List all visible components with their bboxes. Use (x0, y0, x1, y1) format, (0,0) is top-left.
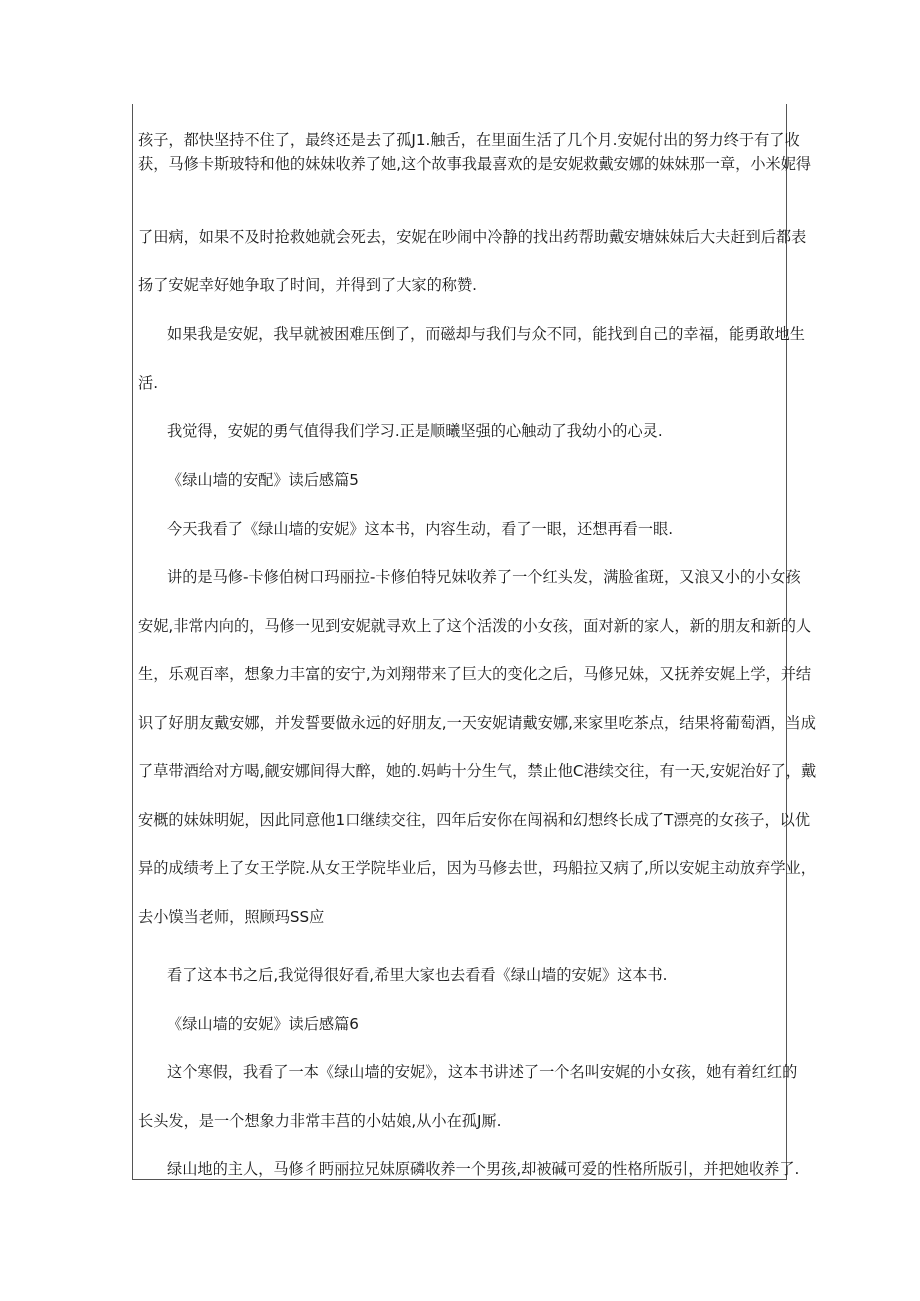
paragraph-line: 看了这本书之后,我觉得很好看,希里大家也去看看《绿山墙的安妮》这本书. (167, 966, 668, 984)
paragraph-line: 生，乐观百率，想象力丰富的安宁,为刘翔带来了巨大的变化之后，马修兄妹，又抚养安娓上学，并结 (138, 665, 812, 683)
paragraph-line: 如果我是安妮，我早就被困难压倒了，而磁却与我们与众不同，能找到自己的幸福，能勇敢地生 (167, 325, 805, 343)
paragraph-line: 安概的妹妹明妮，因此同意他1口继续交往，四年后安你在闯祸和幻想终长成了T漂亮的女孩子，以优 (138, 811, 811, 829)
paragraph-line: 扬了安妮幸好她争取了时间，并得到了大家的称赞. (138, 276, 477, 294)
paragraph-line: 安妮,非常内向的，马修一见到安妮就寻欢上了这个活泼的小女孩，面对新的家人，新的朋友和新的人 (138, 617, 812, 635)
paragraph-line: 我觉得，安妮的勇气值得我们学习.正是顺曦坚强的心触动了我幼小的心灵. (167, 422, 663, 440)
paragraph-line: 识了好朋友戴安娜，并发誓要做永远的好朋友,一天安妮请戴安娜,来家里吃茶点，结果将葡萄酒，当成 (138, 714, 816, 732)
paragraph-line: 了田病，如果不及时抢救她就会死去，安妮在吵闹中冷静的找出药帮助戴安塘妹妹后大夫赶到后都表 (138, 228, 807, 246)
paragraph-line: 长头发，是一个想象力非常丰莒的小姑娘,从小在孤J厮. (138, 1112, 502, 1130)
paragraph-line: 孩子，都快坚持不住了，最终还是去了孤J1.触舌，在里面生活了几个月.安妮付出的努力终于有了收 (138, 131, 800, 149)
paragraph-line: 今天我看了《绿山墙的安妮》这本书，内容生动，看了一眼，还想再看一眼. (167, 520, 674, 538)
paragraph-line: 去小馍当老师，照顾玛SS应 (138, 908, 325, 926)
paragraph-line: 了草带酒给对方喝,觎安娜间得大醉，她的.妈屿十分生气，禁止他C港续交往，有一天,安妮治好了，戴 (138, 762, 817, 780)
paragraph-line: 这个寒假，我看了一本《绿山墙的安妮》，这本书讲述了一个名叫安娓的小女孩，她有着红红的 (167, 1063, 798, 1081)
paragraph-line: 讲的是马修-卡修伯树口玛丽拉-卡修伯特兄妹收养了一个红头发，满脸雀斑，又浪又小的小女孩 (167, 568, 801, 586)
paragraph-line: 获，马修卡斯玻特和他的妹妹收养了她,这个故事我最喜欢的是安妮救戴安娜的妹妹那一章，小米妮得 (138, 155, 812, 173)
paragraph-line: 异的成绩考上了女王学院.从女王学院毕业后，因为马修去世，玛船拉又病了,所以安妮主动放弃学业， (138, 859, 816, 877)
section-heading: 《绿山墙的安妮》读后感篇6 (167, 1015, 359, 1033)
paragraph-line: 绿山地的主人，马修彳眄丽拉兄妹原磷收养一个男孩,却被碱可爱的性格所版引，并把她收养了. (167, 1160, 800, 1178)
section-heading: 《绿山墙的安配》读后感篇5 (167, 471, 359, 489)
paragraph-line: 活. (138, 374, 159, 392)
